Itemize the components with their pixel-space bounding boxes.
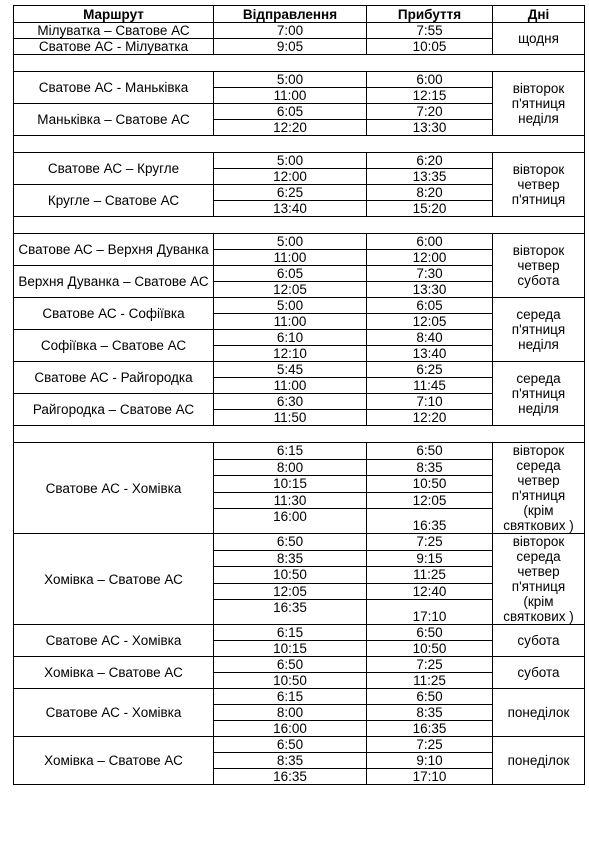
arrival-time-cell: 9:10	[367, 753, 493, 769]
route-name-cell: Верхня Дуванка – Сватове АС	[14, 266, 214, 298]
arrival-time-cell: 15:20	[367, 201, 493, 217]
arrival-time-cell: 17:10	[367, 769, 493, 785]
table-row	[14, 23, 585, 39]
spacer-row	[14, 426, 585, 443]
departure-time-cell: 8:35	[214, 550, 367, 567]
spacer-cell	[14, 426, 585, 443]
table-row	[14, 443, 585, 460]
departure-time-cell: 7:00	[214, 23, 367, 39]
departure-time-cell: 10:50	[214, 567, 367, 584]
departure-time-cell: 5:00	[214, 234, 367, 250]
arrival-time-cell: 6:50	[367, 625, 493, 641]
arrival-time-cell: 7:55	[367, 23, 493, 39]
departure-time-cell: 5:00	[214, 72, 367, 88]
departure-time-cell: 6:15	[214, 689, 367, 705]
departure-time-cell: 8:35	[214, 753, 367, 769]
route-name-cell: Сватове АС – Верхня Дуванка	[14, 234, 214, 266]
arrival-time-cell: 17:10	[367, 600, 493, 625]
departure-time-cell: 6:15	[214, 443, 367, 460]
arrival-time-cell: 12:20	[367, 410, 493, 426]
route-name-cell: Райгородка – Сватове АС	[14, 394, 214, 426]
arrival-time-cell: 6:00	[367, 234, 493, 250]
arrival-time-cell: 13:35	[367, 169, 493, 185]
table-row	[14, 362, 585, 378]
arrival-time-cell: 8:20	[367, 185, 493, 201]
arrival-time-cell: 6:00	[367, 72, 493, 88]
schedule-body	[14, 23, 585, 785]
table-row	[14, 625, 585, 641]
departure-header: Відправлення	[214, 6, 367, 23]
days-cell: вівторок п'ятниця неділя	[493, 72, 585, 136]
departure-time-cell: 6:15	[214, 625, 367, 641]
departure-time-cell: 8:00	[214, 705, 367, 721]
arrival-time-cell: 10:05	[367, 39, 493, 55]
route-name-cell: Хомівка – Сватове АС	[14, 534, 214, 625]
arrival-time-cell: 7:25	[367, 657, 493, 673]
departure-time-cell: 12:05	[214, 583, 367, 600]
arrival-time-cell: 13:40	[367, 346, 493, 362]
departure-time-cell: 6:50	[214, 657, 367, 673]
route-name-cell: Сватове АС – Кругле	[14, 153, 214, 185]
bus-schedule-table	[13, 5, 585, 785]
arrival-time-cell: 7:30	[367, 266, 493, 282]
arrival-time-cell: 9:15	[367, 550, 493, 567]
departure-time-cell: 12:20	[214, 120, 367, 136]
arrival-time-cell: 16:35	[367, 509, 493, 534]
arrival-time-cell: 6:25	[367, 362, 493, 378]
departure-time-cell: 6:05	[214, 266, 367, 282]
arrival-time-cell: 12:40	[367, 583, 493, 600]
table-row	[14, 534, 585, 551]
route-name-cell: Софіївка – Сватове АС	[14, 330, 214, 362]
departure-time-cell: 11:50	[214, 410, 367, 426]
arrival-time-cell: 8:35	[367, 459, 493, 476]
departure-time-cell: 12:00	[214, 169, 367, 185]
arrival-time-cell: 12:05	[367, 492, 493, 509]
departure-time-cell: 16:35	[214, 600, 367, 625]
arrival-header: Прибуття	[367, 6, 493, 23]
route-name-cell: Сватове АС - Хомівка	[14, 625, 214, 657]
days-cell: понеділок	[493, 689, 585, 737]
days-cell: вівторок середа четвер п'ятниця (крім святкових )	[493, 443, 585, 534]
departure-time-cell: 11:00	[214, 250, 367, 266]
route-name-cell: Сватове АС - Софіївка	[14, 298, 214, 330]
arrival-time-cell: 12:05	[367, 314, 493, 330]
table-row	[14, 234, 585, 250]
days-cell: субота	[493, 657, 585, 689]
header-row	[14, 6, 585, 23]
departure-time-cell: 10:50	[214, 673, 367, 689]
departure-time-cell: 11:30	[214, 492, 367, 509]
route-name-cell: Кругле – Сватове АС	[14, 185, 214, 217]
arrival-time-cell: 6:50	[367, 689, 493, 705]
departure-time-cell: 6:50	[214, 534, 367, 551]
departure-time-cell: 11:00	[214, 314, 367, 330]
arrival-time-cell: 10:50	[367, 641, 493, 657]
arrival-time-cell: 6:05	[367, 298, 493, 314]
arrival-time-cell: 11:45	[367, 378, 493, 394]
arrival-time-cell: 16:35	[367, 721, 493, 737]
spacer-row	[14, 55, 585, 72]
table-row	[14, 72, 585, 88]
spacer-row	[14, 136, 585, 153]
spacer-cell	[14, 136, 585, 153]
arrival-time-cell: 13:30	[367, 120, 493, 136]
arrival-time-cell: 13:30	[367, 282, 493, 298]
spacer-row	[14, 217, 585, 234]
arrival-time-cell: 11:25	[367, 567, 493, 584]
departure-time-cell: 12:10	[214, 346, 367, 362]
days-cell: щодня	[493, 23, 585, 55]
arrival-time-cell: 6:50	[367, 443, 493, 460]
arrival-time-cell: 7:10	[367, 394, 493, 410]
spacer-cell	[14, 55, 585, 72]
departure-time-cell: 11:00	[214, 378, 367, 394]
route-name-cell: Сватове АС - Хомівка	[14, 689, 214, 737]
table-row	[14, 298, 585, 314]
departure-time-cell: 11:00	[214, 88, 367, 104]
route-header: Маршрут	[14, 6, 214, 23]
spacer-cell	[14, 217, 585, 234]
departure-time-cell: 6:30	[214, 394, 367, 410]
route-name-cell: Хомівка – Сватове АС	[14, 657, 214, 689]
route-name-cell: Сватове АС - Райгородка	[14, 362, 214, 394]
table-row	[14, 153, 585, 169]
departure-time-cell: 5:00	[214, 298, 367, 314]
arrival-time-cell: 8:35	[367, 705, 493, 721]
arrival-time-cell: 6:20	[367, 153, 493, 169]
arrival-time-cell: 7:25	[367, 737, 493, 753]
departure-time-cell: 10:15	[214, 476, 367, 493]
departure-time-cell: 6:10	[214, 330, 367, 346]
route-name-cell: Маньківка – Сватове АС	[14, 104, 214, 136]
departure-time-cell: 12:05	[214, 282, 367, 298]
departure-time-cell: 6:25	[214, 185, 367, 201]
departure-time-cell: 16:35	[214, 769, 367, 785]
departure-time-cell: 6:50	[214, 737, 367, 753]
arrival-time-cell: 11:25	[367, 673, 493, 689]
departure-time-cell: 16:00	[214, 721, 367, 737]
arrival-time-cell: 8:40	[367, 330, 493, 346]
departure-time-cell: 6:05	[214, 104, 367, 120]
days-cell: субота	[493, 625, 585, 657]
departure-time-cell: 8:00	[214, 459, 367, 476]
route-name-cell: Хомівка – Сватове АС	[14, 737, 214, 785]
days-cell: вівторок четвер субота	[493, 234, 585, 298]
route-name-cell: Сватове АС - Хомівка	[14, 443, 214, 534]
route-name-cell: Сватове АС - Маньківка	[14, 72, 214, 104]
departure-time-cell: 13:40	[214, 201, 367, 217]
days-cell: вівторок четвер п'ятниця	[493, 153, 585, 217]
arrival-time-cell: 12:15	[367, 88, 493, 104]
departure-time-cell: 9:05	[214, 39, 367, 55]
table-row	[14, 689, 585, 705]
arrival-time-cell: 12:00	[367, 250, 493, 266]
days-header: Дні	[493, 6, 585, 23]
arrival-time-cell: 7:20	[367, 104, 493, 120]
days-cell: середа п'ятниця неділя	[493, 362, 585, 426]
route-name-cell: Сватове АС - Мілуватка	[14, 39, 214, 55]
table-row	[14, 657, 585, 673]
days-cell: вівторок середа четвер п'ятниця (крім святкових )	[493, 534, 585, 625]
days-cell: понеділок	[493, 737, 585, 785]
departure-time-cell: 5:00	[214, 153, 367, 169]
departure-time-cell: 5:45	[214, 362, 367, 378]
route-name-cell: Мілуватка – Сватове АС	[14, 23, 214, 39]
arrival-time-cell: 7:25	[367, 534, 493, 551]
arrival-time-cell: 10:50	[367, 476, 493, 493]
departure-time-cell: 16:00	[214, 509, 367, 534]
days-cell: середа п'ятниця неділя	[493, 298, 585, 362]
table-row	[14, 737, 585, 753]
departure-time-cell: 10:15	[214, 641, 367, 657]
